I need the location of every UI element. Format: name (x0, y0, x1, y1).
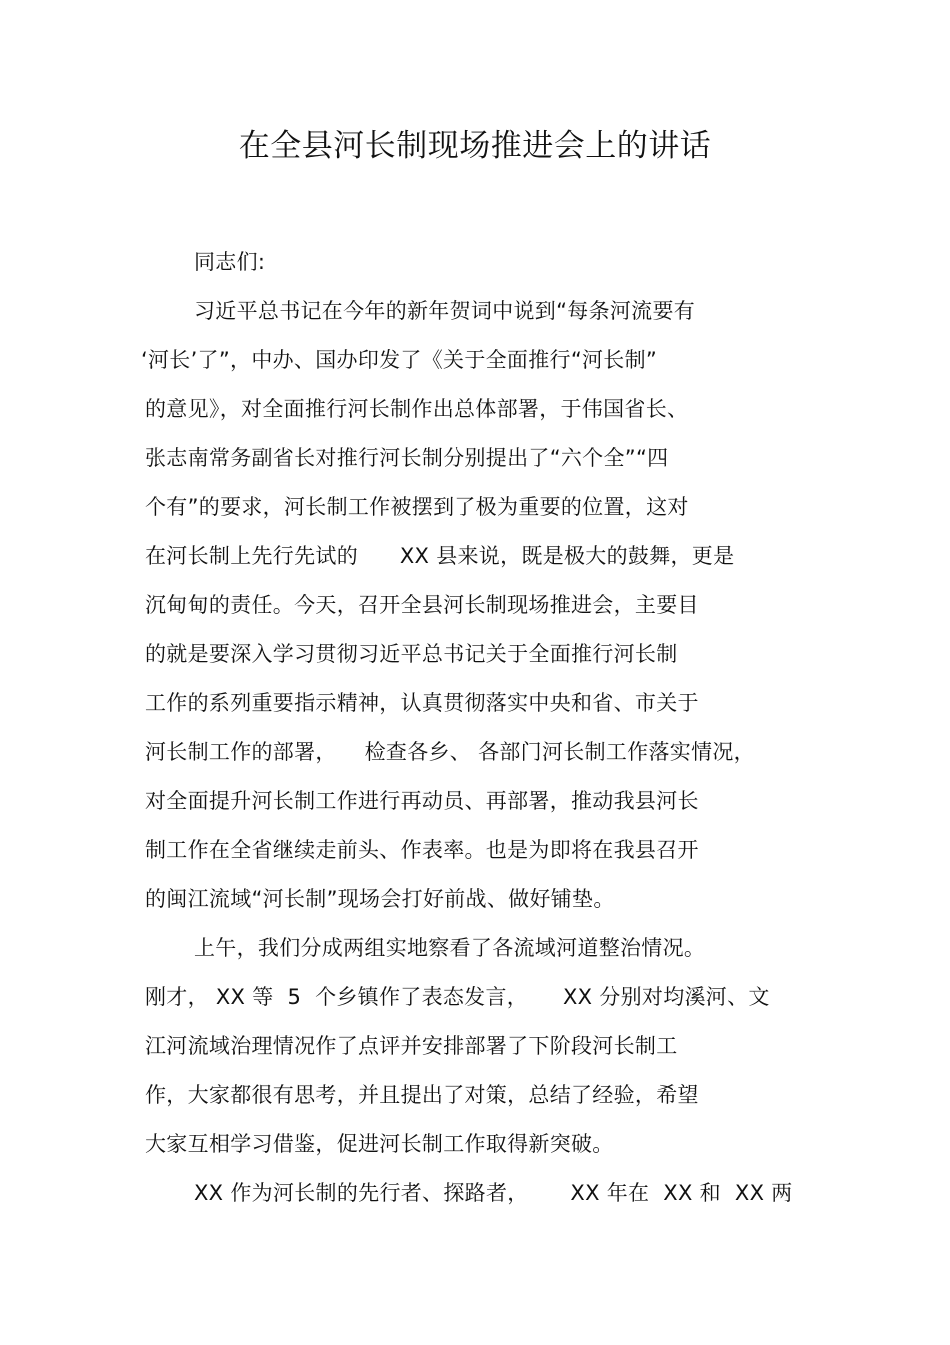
paragraph-line: 制工作在全省继续走前头、作表率。也是为即将在我县召开 (145, 838, 699, 862)
paragraph-line: 的闽江流域“河长制”现场会打好前战、做好铺垫。 (145, 887, 615, 911)
paragraph-line: 上午，我们分成两组实地察看了各流域河道整治情况。 (194, 936, 706, 960)
paragraph-line: 刚才， XX 等 5 个乡镇作了表态发言， XX 分别对均溪河、文 (145, 985, 770, 1009)
paragraph-line: 习近平总书记在今年的新年贺词中说到“每条河流要有 (194, 299, 696, 323)
paragraph-line: 作，大家都很有思考，并且提出了对策，总结了经验，希望 (145, 1083, 699, 1107)
paragraph-line: 江河流域治理情况作了点评并安排部署了下阶段河长制工 (145, 1034, 678, 1058)
paragraph-line: 的意见》，对全面推行河长制作出总体部署，于伟国省长、 (145, 397, 689, 421)
paragraph-line: 的就是要深入学习贯彻习近平总书记关于全面推行河长制 (145, 642, 678, 666)
document-title: 在全县河长制现场推进会上的讲话 (238, 128, 712, 164)
paragraph-line: 个有”的要求，河长制工作被摆到了极为重要的位置，这对 (145, 495, 689, 519)
paragraph-line: 对全面提升河长制工作进行再动员、再部署，推动我县河长 (145, 789, 699, 813)
paragraph-line: ‘河长’了”，中办、国办印发了《关于全面推行“河长制” (141, 348, 658, 372)
document-body (141, 238, 825, 1218)
paragraph-line: 张志南常务副省长对推行河长制分别提出了“六个全”“四 (145, 446, 669, 470)
paragraph-line: XX 作为河长制的先行者、探路者， XX 年在 XX 和 XX 两 (194, 1181, 793, 1205)
salutation-line: 同志们: (194, 250, 266, 274)
paragraph-line: 工作的系列重要指示精神，认真贯彻落实中央和省、市关于 (145, 691, 699, 715)
paragraph-line: 在河长制上先行先试的 XX 县来说，既是极大的鼓舞，更是 (145, 544, 735, 568)
paragraph-line: 河长制工作的部署， 检查各乡、 各部门河长制工作落实情况， (145, 740, 755, 764)
paragraph-line: 大家互相学习借鉴，促进河长制工作取得新突破。 (145, 1132, 614, 1156)
paragraph-line: 沉甸甸的责任。今天，召开全县河长制现场推进会，主要目 (145, 593, 699, 617)
